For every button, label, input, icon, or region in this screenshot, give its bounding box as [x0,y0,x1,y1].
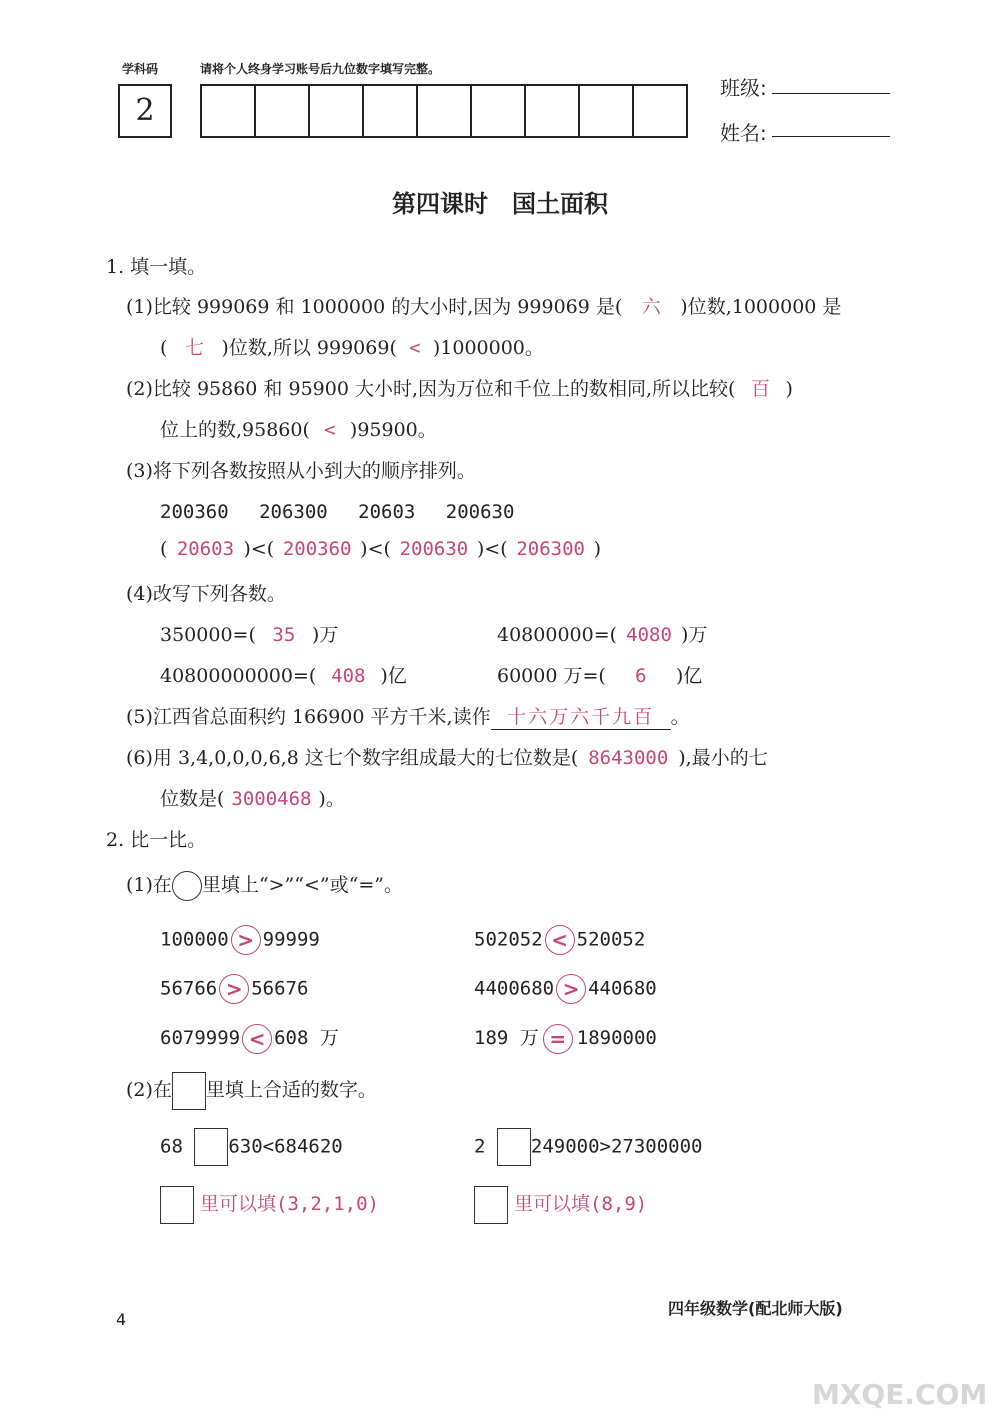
q1-3-prompt: (3)将下列各数按照从小到大的顺序排列。 [126,460,476,482]
text: )万 [311,624,339,646]
text: 。 [670,706,690,728]
compare-row [474,1023,657,1054]
fill-answer-left [160,1186,379,1224]
answer: 35 [272,624,296,646]
fill-row-left [160,1128,343,1166]
text: )万 [681,624,708,646]
lesson-title: 第四课时 国土面积 [392,190,608,218]
answer: 4080 [626,624,672,646]
q1-6-line2 [160,784,345,811]
answer: 206300 [516,538,585,560]
q1-6-line1 [126,743,768,770]
q1-3-order: ( 20603 )<( 200360 )<( 200630 )<( 206300 ) [160,538,602,560]
q1-1-line1 [126,292,841,319]
text: 520052 [576,928,646,951]
text: 位数是( [160,788,225,810]
answer-circle[interactable]: < [242,1024,272,1054]
answer: 200630 [399,538,469,560]
text: 608 万 [274,1027,339,1049]
text: )位数,1000000 是 [680,296,842,318]
square-placeholder-icon [172,1072,206,1110]
q1-4-r2-right [497,661,702,688]
text: ),最小的七 [678,747,768,769]
text: 1890000 [576,1027,657,1049]
compare-row [474,925,645,955]
text: (5)江西省总面积约 166900 平方千米,读作 [126,706,491,728]
text: 440680 [588,977,657,1000]
q1-1-line2 [160,333,544,360]
circle-placeholder-icon [172,871,202,901]
digit-box[interactable] [634,86,686,136]
text: 40800000=( [497,624,618,646]
text: 99999 [262,928,320,951]
text: 56676 [251,977,309,1000]
text: (2)在 [126,1079,172,1101]
text: (1)在 [126,874,172,896]
answer: 七 [184,337,204,359]
digit-box[interactable] [364,86,418,136]
q1-4-r1-right [497,620,707,647]
answer: 8643000 [588,747,669,769]
answer: 408 [331,665,366,687]
compare-row [474,974,657,1004]
text: )亿 [380,665,407,687]
subject-code-box[interactable]: 2 [118,84,172,138]
digit-box[interactable] [256,86,310,136]
text: 249000>27300000 [530,1135,703,1158]
q2-heading: 2. 比一比。 [106,829,207,851]
answer-circle[interactable]: = [543,1024,573,1054]
answer: 百 [750,378,770,400]
fill-row-right [474,1128,703,1166]
answer: 6 [635,665,647,687]
text: 630<684620 [228,1135,343,1158]
text: 位上的数,95860( [160,419,310,441]
q2-2-prompt [126,1072,377,1110]
q1-4-r1-left [160,620,338,647]
text: 502052 [474,928,543,951]
text: ( [160,337,168,359]
answer: 20603 [176,538,235,560]
name-field[interactable] [772,136,890,137]
digit-input-box[interactable] [194,1128,228,1166]
text: )。 [318,788,345,810]
digit-box[interactable] [580,86,634,136]
text: 60000 万=( [497,665,606,687]
text: )亿 [675,665,703,687]
text: 350000=( [160,624,256,646]
text: (2)比较 95860 和 95900 大小时,因为万位和千位上的数相同,所以比较( [126,378,736,400]
digit-box[interactable] [526,86,580,136]
text: )位数,所以 999069( [221,337,397,359]
square-icon [160,1186,194,1224]
q1-3-numbers: 200360 206300 20603 200630 [160,501,515,523]
answer: 200360 [282,538,352,560]
text: 4400680 [474,977,555,1000]
text: 68 [160,1135,183,1158]
fill-answer-right [474,1186,647,1224]
text: 100000 [160,928,229,951]
answer: 里可以填(8,9) [514,1193,648,1215]
account-instruction: 请将个人终身学习账号后九位数字填写完整。 [200,62,441,76]
digit-input-box[interactable] [497,1128,531,1166]
text: 里填上合适的数字。 [205,1079,377,1101]
q1-2-line1 [126,374,793,401]
compare-row [160,925,320,955]
text: 40800000000=( [160,665,317,687]
answer: 里可以填(3,2,1,0) [200,1193,379,1215]
q1-4-prompt: (4)改写下列各数。 [126,583,286,605]
square-icon [474,1186,508,1224]
watermark-logo: MXQE.COM [812,1378,988,1411]
text: 56766 [160,977,218,1000]
text: 6079999 [160,1027,241,1049]
text: 里填上“>”“<”或“=”。 [201,874,403,896]
compare-row [160,1023,339,1054]
q1-heading: 1. 填一填。 [106,256,207,278]
answer: 十六万六千九百 [491,702,671,730]
text: (1)比较 999069 和 1000000 的大小时,因为 999069 是( [126,296,623,318]
answer: 3000468 [231,788,312,810]
q1-5 [126,702,690,730]
text: (6)用 3,4,0,0,0,6,8 这七个数字组成最大的七位数是( [126,747,579,769]
answer-circle[interactable]: < [545,925,575,955]
digit-box[interactable] [202,86,256,136]
q1-4-r2-left [160,661,407,688]
answer: < [409,337,421,359]
class-field[interactable] [772,93,890,94]
subject-code-label: 学科码 [122,62,159,76]
digit-box[interactable] [310,86,364,136]
q2-1-prompt [126,870,403,901]
answer: 六 [641,296,661,318]
name-label: 姓名: [720,121,767,145]
text: 189 万 [474,1027,539,1049]
digit-box[interactable] [418,86,472,136]
text: 2 [474,1135,486,1158]
text: )95900。 [349,419,437,441]
page-number: 4 [116,1310,127,1329]
answer-circle[interactable]: > [231,925,261,955]
book-title: 四年级数学(配北师大版) [668,1299,843,1318]
class-label: 班级: [720,76,767,100]
text: ) [785,378,793,400]
account-digit-boxes [200,84,688,138]
q1-2-line2 [160,415,437,442]
text: )1000000。 [432,337,544,359]
answer: < [324,419,336,441]
answer-circle[interactable]: > [219,974,249,1004]
compare-row [160,974,308,1004]
answer-circle[interactable]: > [556,974,586,1004]
digit-box[interactable] [472,86,526,136]
